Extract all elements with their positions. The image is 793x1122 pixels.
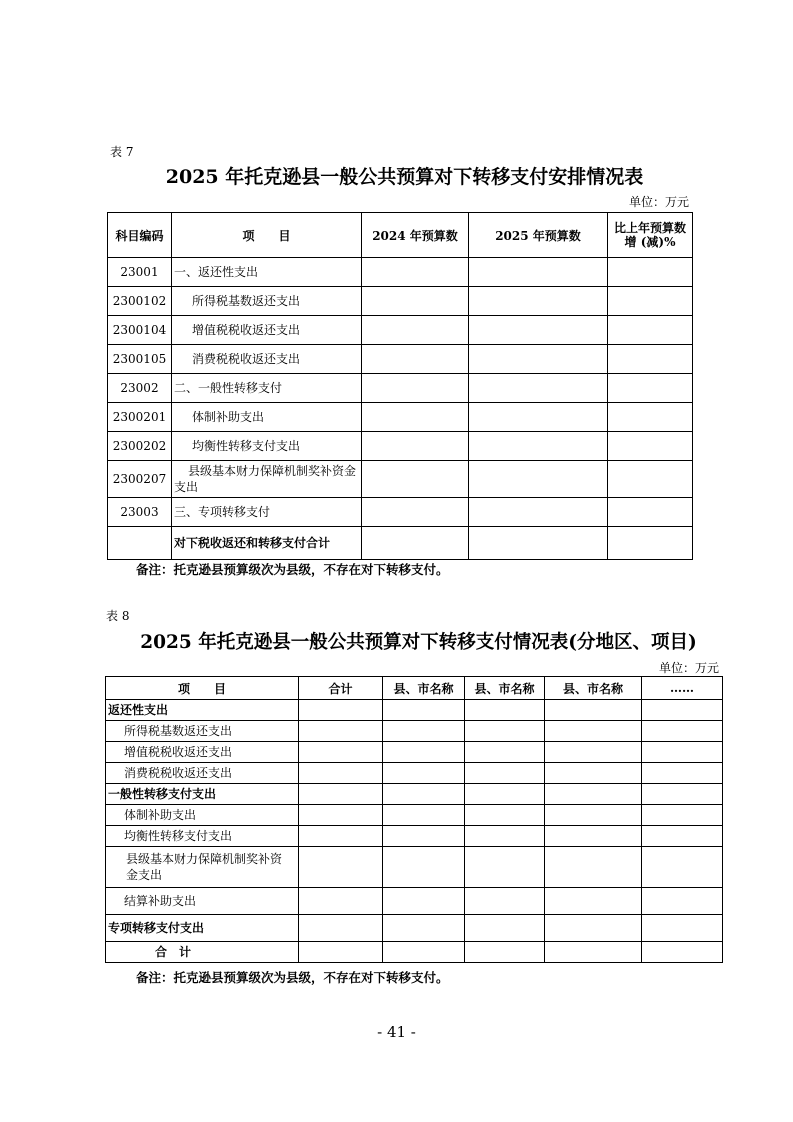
value-cell [545,826,642,847]
value-cell [299,784,383,805]
value-cell [299,847,383,888]
value-cell [642,784,723,805]
value-cell [383,721,465,742]
table8-note: 备注：托克逊县预算级次为县级，不存在对下转移支付。 [136,970,449,985]
item-cell: 二、一般性转移支付 [172,374,362,403]
item-cell: 结算补助支出 [106,888,299,915]
value-cell [465,700,545,721]
item-cell: 所得税基数返还支出 [106,721,299,742]
value-cell [469,345,608,374]
value-cell [383,763,465,784]
value-cell [383,942,465,963]
value-cell [299,763,383,784]
value-cell [642,826,723,847]
item-cell: 专项转移支付支出 [106,915,299,942]
value-cell [608,316,693,345]
value-cell [383,742,465,763]
item-cell: 一、返还性支出 [172,258,362,287]
value-cell [362,498,469,527]
table7-header-2025: 2025 年预算数 [469,213,608,258]
value-cell [362,345,469,374]
value-cell [545,700,642,721]
table8-header-row [106,677,723,700]
value-cell [465,742,545,763]
table-row [108,432,693,461]
table-row [106,805,723,826]
value-cell [299,700,383,721]
item-cell: 增值税税收返还支出 [106,742,299,763]
value-cell [545,763,642,784]
table-row [108,258,693,287]
item-cell: 消费税税收返还支出 [106,763,299,784]
code-cell: 2300207 [108,461,172,498]
table-row [106,826,723,847]
value-cell [362,316,469,345]
table-row-total [108,527,693,560]
value-cell [642,700,723,721]
table-row [108,403,693,432]
table8-header-county2: 县、市名称 [465,677,545,700]
table-row [108,498,693,527]
value-cell [299,742,383,763]
value-cell [642,847,723,888]
table8 [105,676,723,963]
table7-unit: 单位：万元 [628,195,689,209]
value-cell [469,527,608,560]
table-row [106,888,723,915]
item-cell: 消费税税收返还支出 [172,345,362,374]
value-cell [362,403,469,432]
value-cell [608,258,693,287]
value-cell [608,432,693,461]
value-cell [608,287,693,316]
value-cell [299,888,383,915]
value-cell [469,461,608,498]
value-cell [642,763,723,784]
table7-header-2024: 2024 年预算数 [362,213,469,258]
table8-title: 2025 年托克逊县一般公共预算对下转移支付情况表(分地区、项目) [140,632,697,653]
table-row [106,847,723,888]
value-cell [299,805,383,826]
table-row [106,763,723,784]
value-cell [465,721,545,742]
value-cell [545,942,642,963]
item-cell: 县级基本财力保障机制奖补资金支出 [106,847,299,888]
table-row [108,345,693,374]
value-cell [362,527,469,560]
value-cell [642,888,723,915]
item-cell: 均衡性转移支付支出 [106,826,299,847]
value-cell [469,287,608,316]
value-cell [545,742,642,763]
code-cell: 2300102 [108,287,172,316]
value-cell [362,258,469,287]
table8-header-item: 项 目 [106,677,299,700]
table8-unit: 单位：万元 [658,661,719,675]
value-cell [383,915,465,942]
table7-label: 表 7 [110,145,134,159]
value-cell [469,316,608,345]
table7-header-code: 科目编码 [108,213,172,258]
value-cell [465,915,545,942]
value-cell [545,915,642,942]
table7-header-item: 项 目 [172,213,362,258]
value-cell [465,942,545,963]
item-cell: 合 计 [106,942,299,963]
value-cell [299,826,383,847]
code-cell: 23003 [108,498,172,527]
item-cell: 三、专项转移支付 [172,498,362,527]
item-cell: 县级基本财力保障机制奖补资金支出 [172,461,362,498]
code-cell [108,527,172,560]
table8-header-more: …… [642,677,723,700]
value-cell [362,432,469,461]
value-cell [642,805,723,826]
value-cell [465,784,545,805]
value-cell [608,374,693,403]
value-cell [545,847,642,888]
value-cell [608,403,693,432]
item-cell: 一般性转移支付支出 [106,784,299,805]
table7-title: 2025 年托克逊县一般公共预算对下转移支付安排情况表 [165,166,644,188]
table-row [106,742,723,763]
table-row [106,721,723,742]
table8-label: 表 8 [106,609,130,623]
code-cell: 2300201 [108,403,172,432]
item-cell: 均衡性转移支付支出 [172,432,362,461]
value-cell [469,403,608,432]
value-cell [469,432,608,461]
table-row [108,287,693,316]
table8-header-county3: 县、市名称 [545,677,642,700]
item-cell: 所得税基数返还支出 [172,287,362,316]
value-cell [383,700,465,721]
value-cell [608,527,693,560]
value-cell [642,942,723,963]
code-cell: 2300104 [108,316,172,345]
value-cell [469,258,608,287]
table-row [108,316,693,345]
code-cell: 23002 [108,374,172,403]
item-cell: 体制补助支出 [172,403,362,432]
value-cell [608,345,693,374]
table7-header-change: 比上年预算数增 (减)% [608,213,693,258]
value-cell [545,721,642,742]
table-row [108,374,693,403]
table-row [108,461,693,498]
table7 [107,212,693,560]
table-row-total [106,942,723,963]
value-cell [383,888,465,915]
table-row [106,784,723,805]
value-cell [383,784,465,805]
value-cell [545,784,642,805]
code-cell: 2300202 [108,432,172,461]
value-cell [299,915,383,942]
value-cell [362,374,469,403]
value-cell [383,805,465,826]
value-cell [642,915,723,942]
value-cell [545,805,642,826]
code-cell: 23001 [108,258,172,287]
value-cell [465,826,545,847]
table8-header-county1: 县、市名称 [383,677,465,700]
value-cell [362,287,469,316]
table-row [106,915,723,942]
code-cell: 2300105 [108,345,172,374]
table7-note: 备注：托克逊县预算级次为县级，不存在对下转移支付。 [136,562,449,577]
value-cell [545,888,642,915]
value-cell [608,498,693,527]
value-cell [383,847,465,888]
table-row [106,700,723,721]
value-cell [465,847,545,888]
value-cell [362,461,469,498]
value-cell [642,721,723,742]
value-cell [465,888,545,915]
value-cell [465,763,545,784]
value-cell [608,461,693,498]
item-cell: 对下税收返还和转移支付合计 [172,527,362,560]
value-cell [299,721,383,742]
table7-header-row [108,213,693,258]
item-cell: 体制补助支出 [106,805,299,826]
value-cell [465,805,545,826]
page-number: - 41 - [377,1023,416,1041]
value-cell [469,374,608,403]
value-cell [469,498,608,527]
value-cell [642,742,723,763]
value-cell [383,826,465,847]
value-cell [299,942,383,963]
table8-header-total: 合计 [299,677,383,700]
item-cell: 增值税税收返还支出 [172,316,362,345]
item-cell: 返还性支出 [106,700,299,721]
